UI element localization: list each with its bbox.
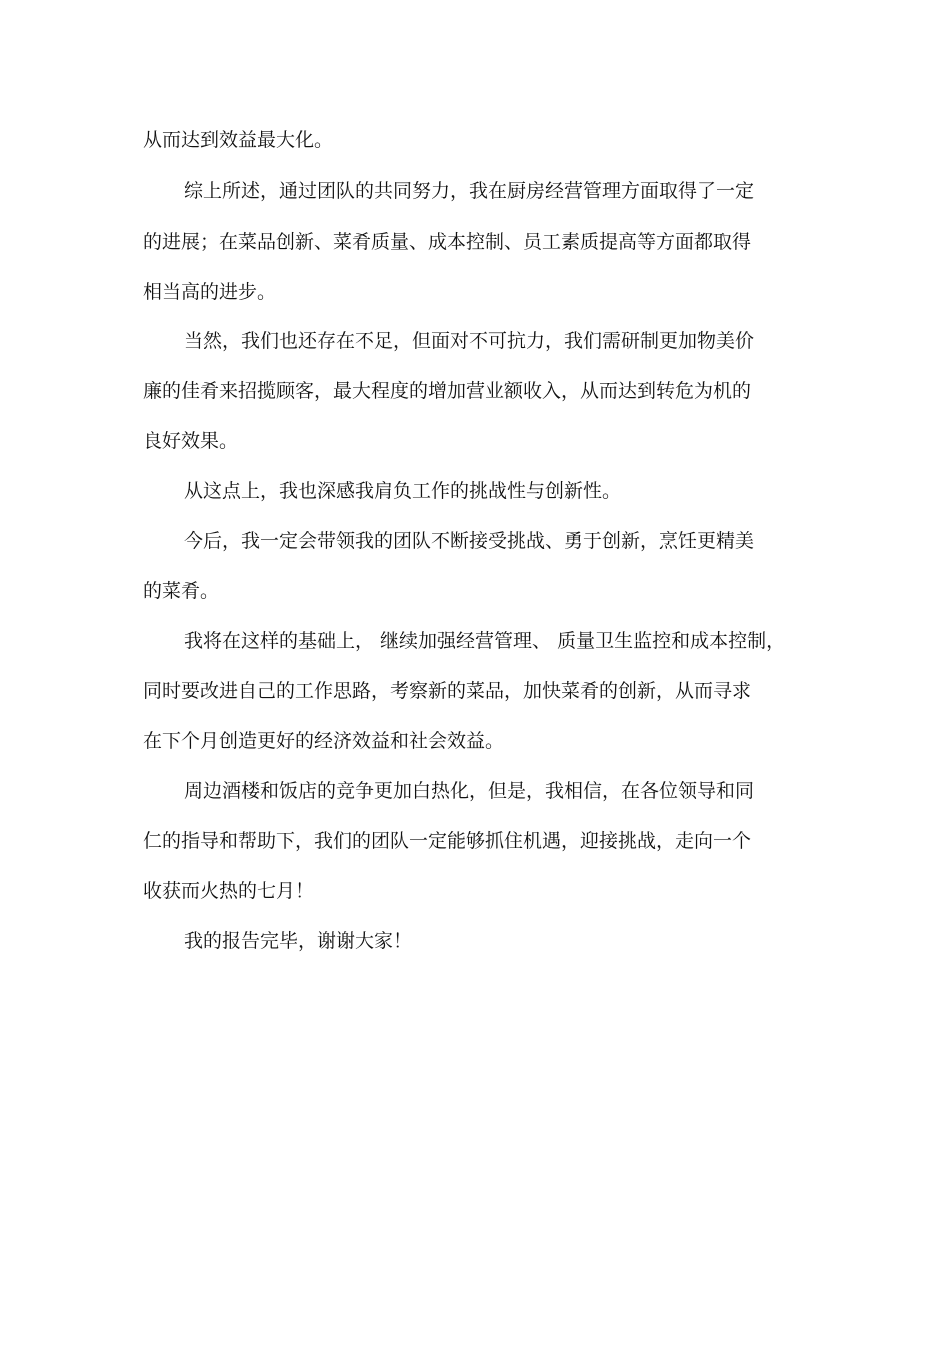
paragraph-line: 综上所述，通过团队的共同努力，我在厨房经营管理方面取得了一定 (184, 180, 755, 202)
text-line: 收获而火热的七月！ (143, 880, 315, 902)
paragraph-line: 我的报告完毕，谢谢大家！ (184, 930, 413, 952)
text-line: 的菜肴。 (143, 580, 220, 602)
text-line: 从而达到效益最大化。 (143, 129, 334, 151)
text-line: 同时要改进自己的工作思路，考察新的菜品，加快菜肴的创新，从而寻求 (143, 680, 752, 702)
text-line: 的进展；在菜品创新、菜肴质量、成本控制、员工素质提高等方面都取得 (143, 231, 752, 253)
paragraph-line: 周边酒楼和饭店的竞争更加白热化，但是，我相信，在各位领导和同 (184, 780, 755, 802)
paragraph-line: 我将在这样的基础上， 继续加强经营管理、 质量卫生监控和成本控制， (184, 630, 786, 652)
paragraph-line: 今后，我一定会带领我的团队不断接受挑战、勇于创新，烹饪更精美 (184, 530, 755, 552)
text-line: 在下个月创造更好的经济效益和社会效益。 (143, 730, 505, 752)
text-line: 相当高的进步。 (143, 281, 277, 303)
paragraph-line: 从这点上，我也深感我肩负工作的挑战性与创新性。 (184, 480, 622, 502)
text-line: 廉的佳肴来招揽顾客，最大程度的增加营业额收入，从而达到转危为机的 (143, 380, 752, 402)
text-line: 仁的指导和帮助下，我们的团队一定能够抓住机遇，迎接挑战，走向一个 (143, 830, 752, 852)
text-line: 良好效果。 (143, 430, 239, 452)
paragraph-line: 当然，我们也还存在不足，但面对不可抗力，我们需研制更加物美价 (184, 330, 755, 352)
